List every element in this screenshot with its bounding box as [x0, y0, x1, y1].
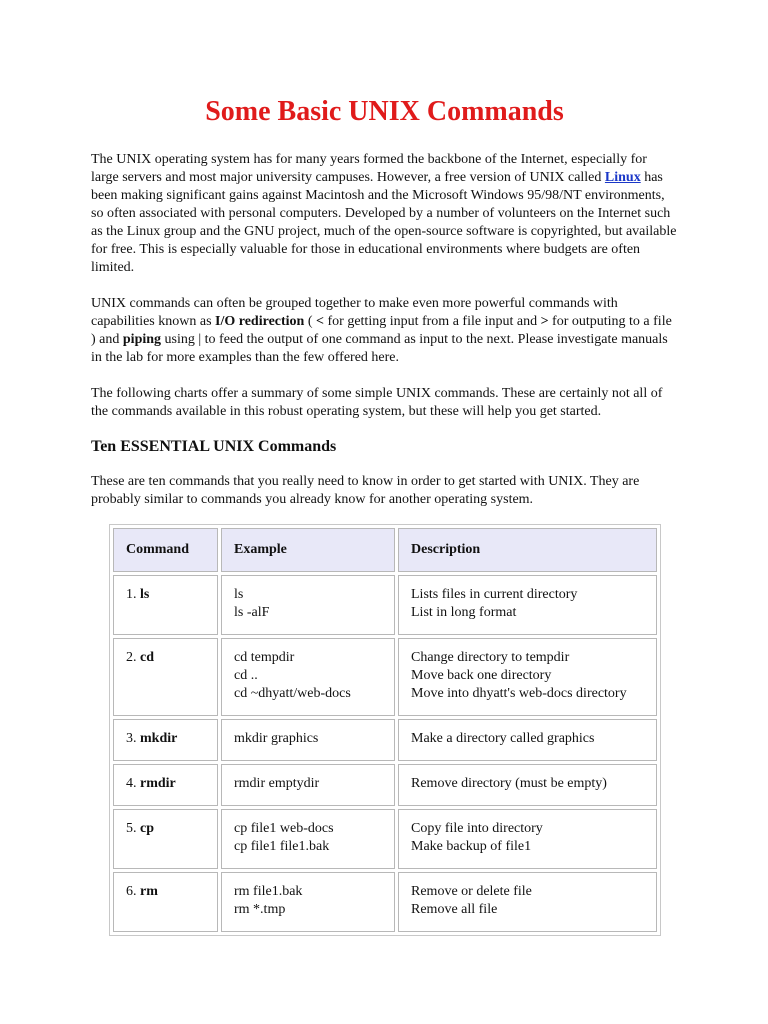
redirection-text-2: (	[304, 314, 317, 329]
description-cell	[398, 719, 657, 761]
description-line: Remove or delete file	[411, 884, 532, 899]
page-title: Some Basic UNIX Commands	[205, 96, 564, 127]
example-line: cd ..	[234, 668, 258, 683]
example-line: rm *.tmp	[234, 902, 286, 917]
redirection-text-1: UNIX commands can often be grouped together to make even more powerful commands with capabilities known as	[91, 296, 618, 329]
intro-text-end: has been making significant gains against Macintosh and the Microsoft Windows 95/98/NT environments, so often associated with personal computers. Developed by a number of volunteers on the Internet such as the Linux group and the GNU project, much of the open-source software is copyrighted, but available for free. This is especially valuable for those in educational environments where budgets are often limited.	[91, 170, 677, 275]
description-cell	[398, 575, 657, 635]
command-name: cp	[140, 821, 154, 836]
commands-table-wrapper	[109, 524, 661, 936]
command-name: cd	[140, 650, 154, 665]
description-cell	[398, 638, 657, 716]
charts-summary-paragraph: The following charts offer a summary of some simple UNIX commands. These are certainly not all of the commands available in this robust operating system, but these will help you get started.	[91, 386, 663, 419]
description-line: Remove directory (must be empty)	[411, 776, 607, 791]
description-line: Change directory to tempdir	[411, 650, 570, 665]
example-line: rmdir emptydir	[234, 776, 320, 791]
intro-text-start: The UNIX operating system has for many years formed the backbone of the Internet, especially for large servers and most major university campuses. However, a free version of UNIX called	[91, 152, 647, 185]
example-line: ls -alF	[234, 605, 270, 620]
example-cell	[221, 638, 395, 716]
example-line: rm file1.bak	[234, 884, 303, 899]
table-header-row	[113, 528, 657, 572]
description-line: List in long format	[411, 605, 517, 620]
description-line: Lists files in current directory	[411, 587, 578, 602]
command-name: rmdir	[140, 776, 176, 791]
example-line: ls	[234, 587, 244, 602]
command-number: 5.	[126, 821, 140, 836]
command-number: 3.	[126, 731, 140, 746]
table-row	[113, 575, 657, 635]
example-cell	[221, 764, 395, 806]
command-name: ls	[140, 587, 150, 602]
redirection-text-5: using | to feed the output of one command as input to the next. Please investigate manuals in the lab for more examples than the few offered here.	[91, 332, 668, 365]
input-redirect-symbol: <	[316, 314, 324, 329]
table-row	[113, 638, 657, 716]
description-line: Move back one directory	[411, 668, 552, 683]
description-cell	[398, 809, 657, 869]
example-line: cp file1 web-docs	[234, 821, 334, 836]
example-line: cd ~dhyatt/web-docs	[234, 686, 351, 701]
command-cell	[113, 719, 218, 761]
header-command: Command	[113, 528, 218, 572]
description-line: Make a directory called graphics	[411, 731, 595, 746]
description-cell	[398, 872, 657, 932]
command-number: 4.	[126, 776, 140, 791]
example-line: mkdir graphics	[234, 731, 319, 746]
description-line: Copy file into directory	[411, 821, 543, 836]
table-row	[113, 719, 657, 761]
output-redirect-symbol: >	[540, 314, 549, 329]
table-row	[113, 764, 657, 806]
command-cell	[113, 575, 218, 635]
example-cell	[221, 809, 395, 869]
piping-term: piping	[122, 332, 162, 347]
header-description: Description	[398, 528, 657, 572]
redirection-paragraph	[91, 295, 678, 367]
example-line: cd tempdir	[234, 650, 295, 665]
example-cell	[221, 719, 395, 761]
header-example: Example	[221, 528, 395, 572]
section-heading: Ten ESSENTIAL UNIX Commands	[91, 438, 337, 455]
redirection-text-3: for getting input from a file input and	[324, 314, 541, 329]
command-cell	[113, 872, 218, 932]
intro-paragraph	[91, 151, 678, 277]
example-cell	[221, 872, 395, 932]
command-name: rm	[140, 884, 158, 899]
linux-link[interactable]: Linux	[604, 170, 641, 185]
description-line: Move into dhyatt's web-docs directory	[411, 686, 627, 701]
command-number: 1.	[126, 587, 140, 602]
description-cell	[398, 764, 657, 806]
table-row	[113, 809, 657, 869]
command-name: mkdir	[140, 731, 178, 746]
example-line: cp file1 file1.bak	[234, 839, 330, 854]
command-number: 6.	[126, 884, 140, 899]
command-cell	[113, 638, 218, 716]
table-row	[113, 872, 657, 932]
commands-table	[109, 524, 661, 936]
io-redirection-term: I/O redirection	[215, 314, 305, 329]
description-line: Remove all file	[411, 902, 498, 917]
description-line: Make backup of file1	[411, 839, 532, 854]
command-number: 2.	[126, 650, 140, 665]
section-intro-paragraph: These are ten commands that you really need to know in order to get started with UNIX. They are probably similar to commands you already know for another operating system.	[91, 474, 640, 507]
example-cell	[221, 575, 395, 635]
command-cell	[113, 809, 218, 869]
redirection-text-4: for outputing to a file ) and	[91, 314, 672, 347]
command-cell	[113, 764, 218, 806]
